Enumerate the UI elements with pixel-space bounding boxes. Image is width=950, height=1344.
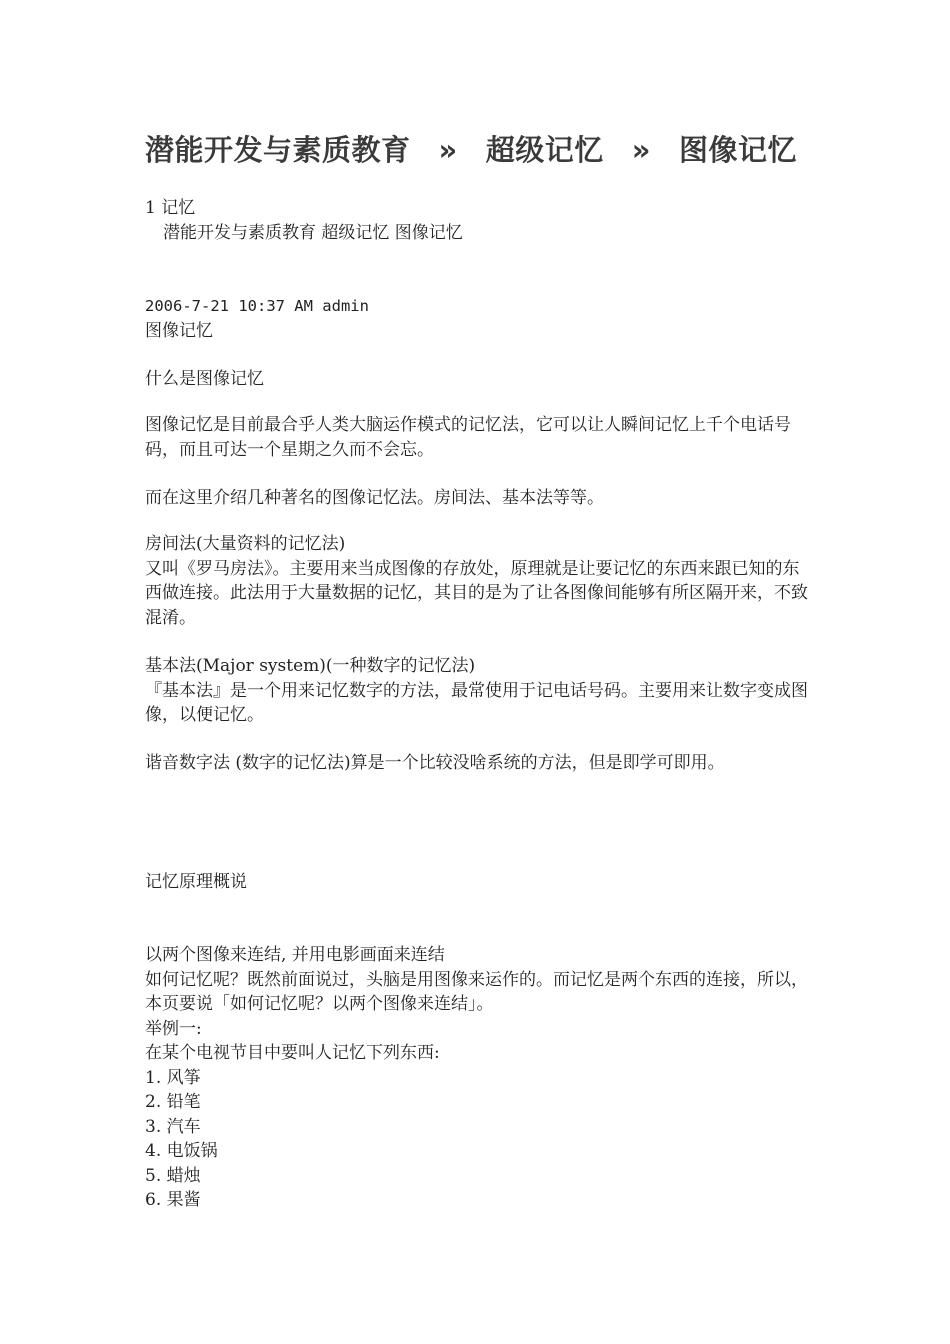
list-item: 4. 电饭锅 [145, 1141, 218, 1161]
list-item: 1. 风筝 [145, 1067, 201, 1088]
link-method-text: 如何记忆呢？既然前面说过，头脑是用图像来运作的。而记忆是两个东西的连接，所以，本页要说「如何记忆呢？以两个图像来连结」。 [145, 969, 808, 1014]
link-method-heading: 以两个图像来连结, 并用电影画面来连结 [145, 945, 445, 965]
homophone-text: 谐音数字法 (数字的记忆法)算是一个比较没啥系统的方法，但是即学可即用。 [145, 753, 725, 773]
intro-paragraph: 图像记忆是目前最合乎人类大脑运作模式的记忆法，它可以让人瞬间记忆上千个电话号码，而且可达一个星期之久而不会忘。 [145, 415, 791, 460]
principle-heading: 记忆原理概说 [145, 872, 247, 892]
list-item: 5. 蜡烛 [145, 1165, 201, 1186]
post-date: 2006-7-21 10:37 AM admin [145, 297, 369, 315]
topic-index: 1 记忆 [145, 198, 196, 218]
room-method-text: 又叫《罗马房法》。主要用来当成图像的存放处，原理就是让要记忆的东西来跟已知的东西做连接。此法用于大量数据的记忆，其目的是为了让各图像间能够有所区隔开来，不致混淆。 [145, 558, 808, 628]
topic-block [145, 196, 810, 245]
example-list [145, 1066, 810, 1213]
post-title: 图像记忆 [145, 320, 213, 341]
list-item: 6. 果酱 [145, 1190, 201, 1210]
methods-paragraph: 而在这里介绍几种著名的图像记忆法。房间法、基本法等等。 [145, 488, 604, 508]
major-system-text: 『基本法』是一个用来记忆数字的方法，最常使用于记电话号码。主要用来让数字变成图像，以便记忆。 [145, 680, 808, 725]
breadcrumb-item-3: 图像记忆 [679, 133, 798, 167]
methods-paragraph-block [145, 486, 810, 511]
example-label: 举例一: [145, 1018, 202, 1039]
list-item: 2. 铅笔 [145, 1092, 201, 1112]
article-body [145, 367, 810, 392]
page-title [145, 128, 797, 169]
intro-paragraph-block [145, 413, 810, 462]
section-heading: 什么是图像记忆 [145, 369, 264, 389]
post-header [145, 294, 810, 343]
breadcrumb-item-2: 超级记忆 [485, 133, 604, 167]
room-method-heading: 房间法(大量资料的记忆法) [145, 534, 346, 554]
link-method-block [145, 943, 810, 1213]
breadcrumb-item-1: 潜能开发与素质教育 [145, 133, 411, 167]
breadcrumb-separator-2: » [631, 133, 651, 167]
major-system-heading: 基本法(Major system)(一种数字的记忆法) [145, 656, 476, 676]
list-item: 3. 汽车 [145, 1116, 201, 1137]
principle-block [145, 870, 810, 895]
breadcrumb-separator-1: » [438, 133, 458, 167]
example-intro: 在某个电视节目中要叫人记忆下列东西: [145, 1043, 440, 1063]
topic-tags: 潜能开发与素质教育 超级记忆 图像记忆 [163, 222, 463, 243]
homophone-block [145, 751, 810, 776]
room-method-block [145, 532, 810, 630]
major-system-block [145, 654, 810, 728]
